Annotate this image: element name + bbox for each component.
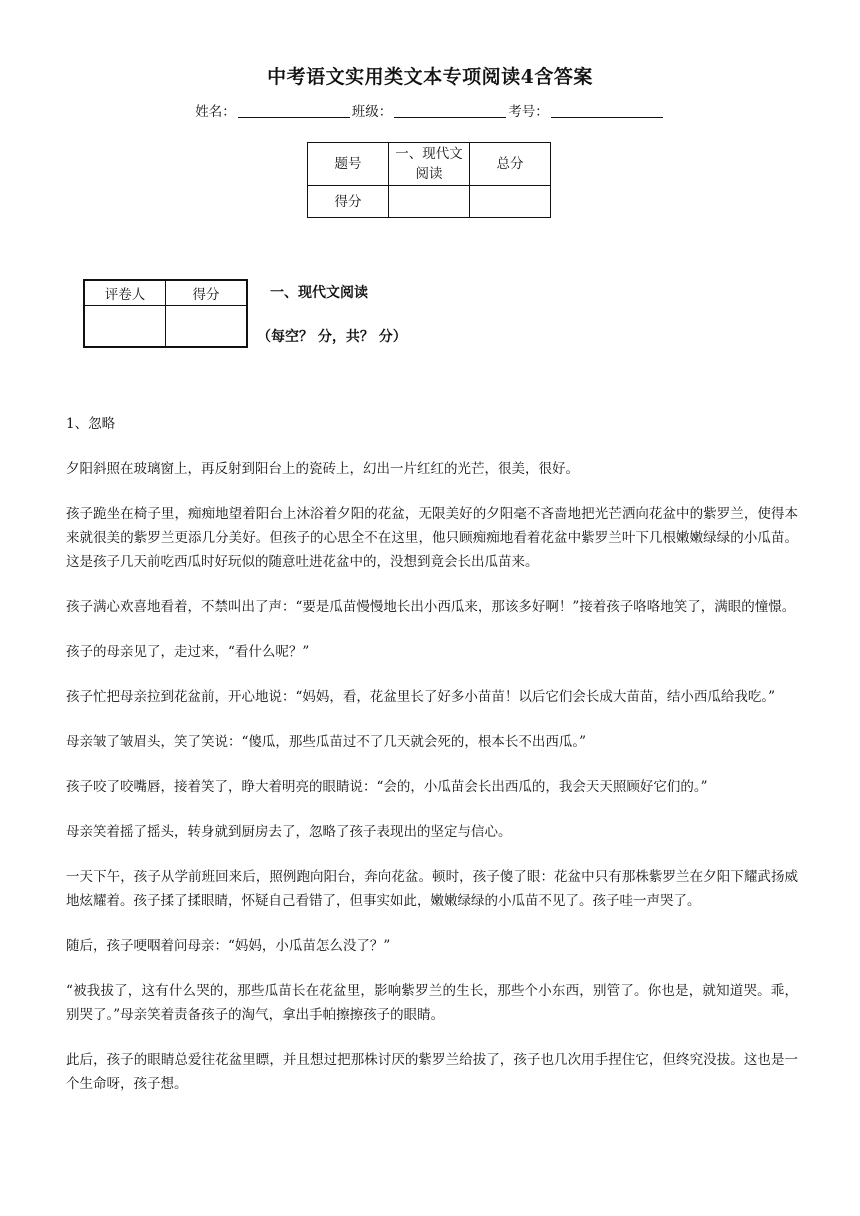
name-label: 姓名： [195, 104, 236, 120]
paragraph: 孩子的母亲见了，走过来，“看什么呢？” [66, 644, 310, 660]
question-number: 1、忽略 [66, 416, 116, 432]
score-header-total: 总分 [470, 143, 551, 186]
score-header-section-1: 一、现代文阅读 [389, 143, 470, 186]
section-heading: 一、现代文阅读 [270, 285, 368, 301]
class-label: 班级： [351, 104, 393, 120]
paragraph: 母亲皱了皱眉头，笑了笑说：“傻瓜，那些瓜苗过不了几天就会死的，根本长不出西瓜。” [66, 734, 587, 750]
grader-cell[interactable] [84, 306, 166, 348]
grader-score-cell[interactable] [166, 306, 248, 348]
grader-table [83, 279, 248, 348]
paragraph: 孩子满心欢喜地看着，不禁叫出了声：“要是瓜苗慢慢地长出小西瓜来，那该多好啊！”接着孩子咯咯地笑了，满眼的憧憬。 [66, 599, 796, 615]
name-field[interactable] [238, 105, 350, 118]
score-header-question: 题号 [308, 143, 389, 186]
reading-passage [66, 412, 798, 1117]
exam-no-label: 考号： [508, 104, 549, 120]
student-info-line [0, 100, 860, 120]
section-score-note: （每空？ 分，共？ 分） [257, 329, 407, 345]
score-row-label: 得分 [308, 186, 389, 218]
exam-no-field[interactable] [551, 105, 663, 118]
class-field[interactable] [394, 105, 506, 118]
paragraph: 一天下午，孩子从学前班回来后，照例跑向阳台，奔向花盆。顿时，孩子傻了眼：花盆中只有那株紫罗兰在夕阳下耀武扬威地炫耀着。孩子揉了揉眼睛，怀疑自己看错了，但事实如此，嫩嫩绿绿的小瓜苗不见了。孩子哇一声哭了。 [66, 869, 798, 909]
paragraph: “被我拔了，这有什么哭的，那些瓜苗长在花盆里，影响紫罗兰的生长，那些个小东西，别管了。你也是，就知道哭。乖，别哭了。”母亲笑着责备孩子的淘气，拿出手帕擦擦孩子的眼睛。 [66, 983, 798, 1023]
paragraph: 孩子忙把母亲拉到花盆前，开心地说：“妈妈，看，花盆里长了好多小苗苗！以后它们会长成大苗苗，结小西瓜给我吃。” [66, 689, 776, 705]
paragraph: 夕阳斜照在玻璃窗上，再反射到阳台上的瓷砖上，幻出一片红红的光芒，很美，很好。 [66, 461, 579, 477]
paragraph: 此后，孩子的眼睛总爱往花盆里瞟，并且想过把那株讨厌的紫罗兰给拔了，孩子也几次用手捏住它，但终究没拔。这也是一个生命呀，孩子想。 [66, 1052, 798, 1092]
paragraph: 孩子跪坐在椅子里，痴痴地望着阳台上沐浴着夕阳的花盆，无限美好的夕阳毫不吝啬地把光芒洒向花盆中的紫罗兰，使得本来就很美的紫罗兰更添几分美好。但孩子的心思全不在这里，他只顾痴痴地看着花盆中紫罗兰叶下几根嫩嫩绿绿的小瓜苗。这是孩子几天前吃西瓜时好玩似的随意吐进花盆中的，没想到竟会长出瓜苗来。 [66, 506, 798, 570]
paragraph: 母亲笑着摇了摇头，转身就到厨房去了，忽略了孩子表现出的坚定与信心。 [66, 824, 512, 840]
score-cell-section-1[interactable] [389, 186, 470, 218]
score-cell-total[interactable] [470, 186, 551, 218]
score-table [307, 142, 551, 218]
paragraph: 孩子咬了咬嘴唇，接着笑了，睁大着明亮的眼睛说：“会的，小瓜苗会长出西瓜的，我会天天照顾好它们的。” [66, 779, 708, 795]
grader-score-header: 得分 [166, 280, 248, 306]
page-title: 中考语文实用类文本专项阅读4含答案 [267, 66, 593, 88]
paragraph: 随后，孩子哽咽着问母亲：“妈妈，小瓜苗怎么没了？” [66, 938, 391, 954]
grader-header: 评卷人 [84, 280, 166, 306]
